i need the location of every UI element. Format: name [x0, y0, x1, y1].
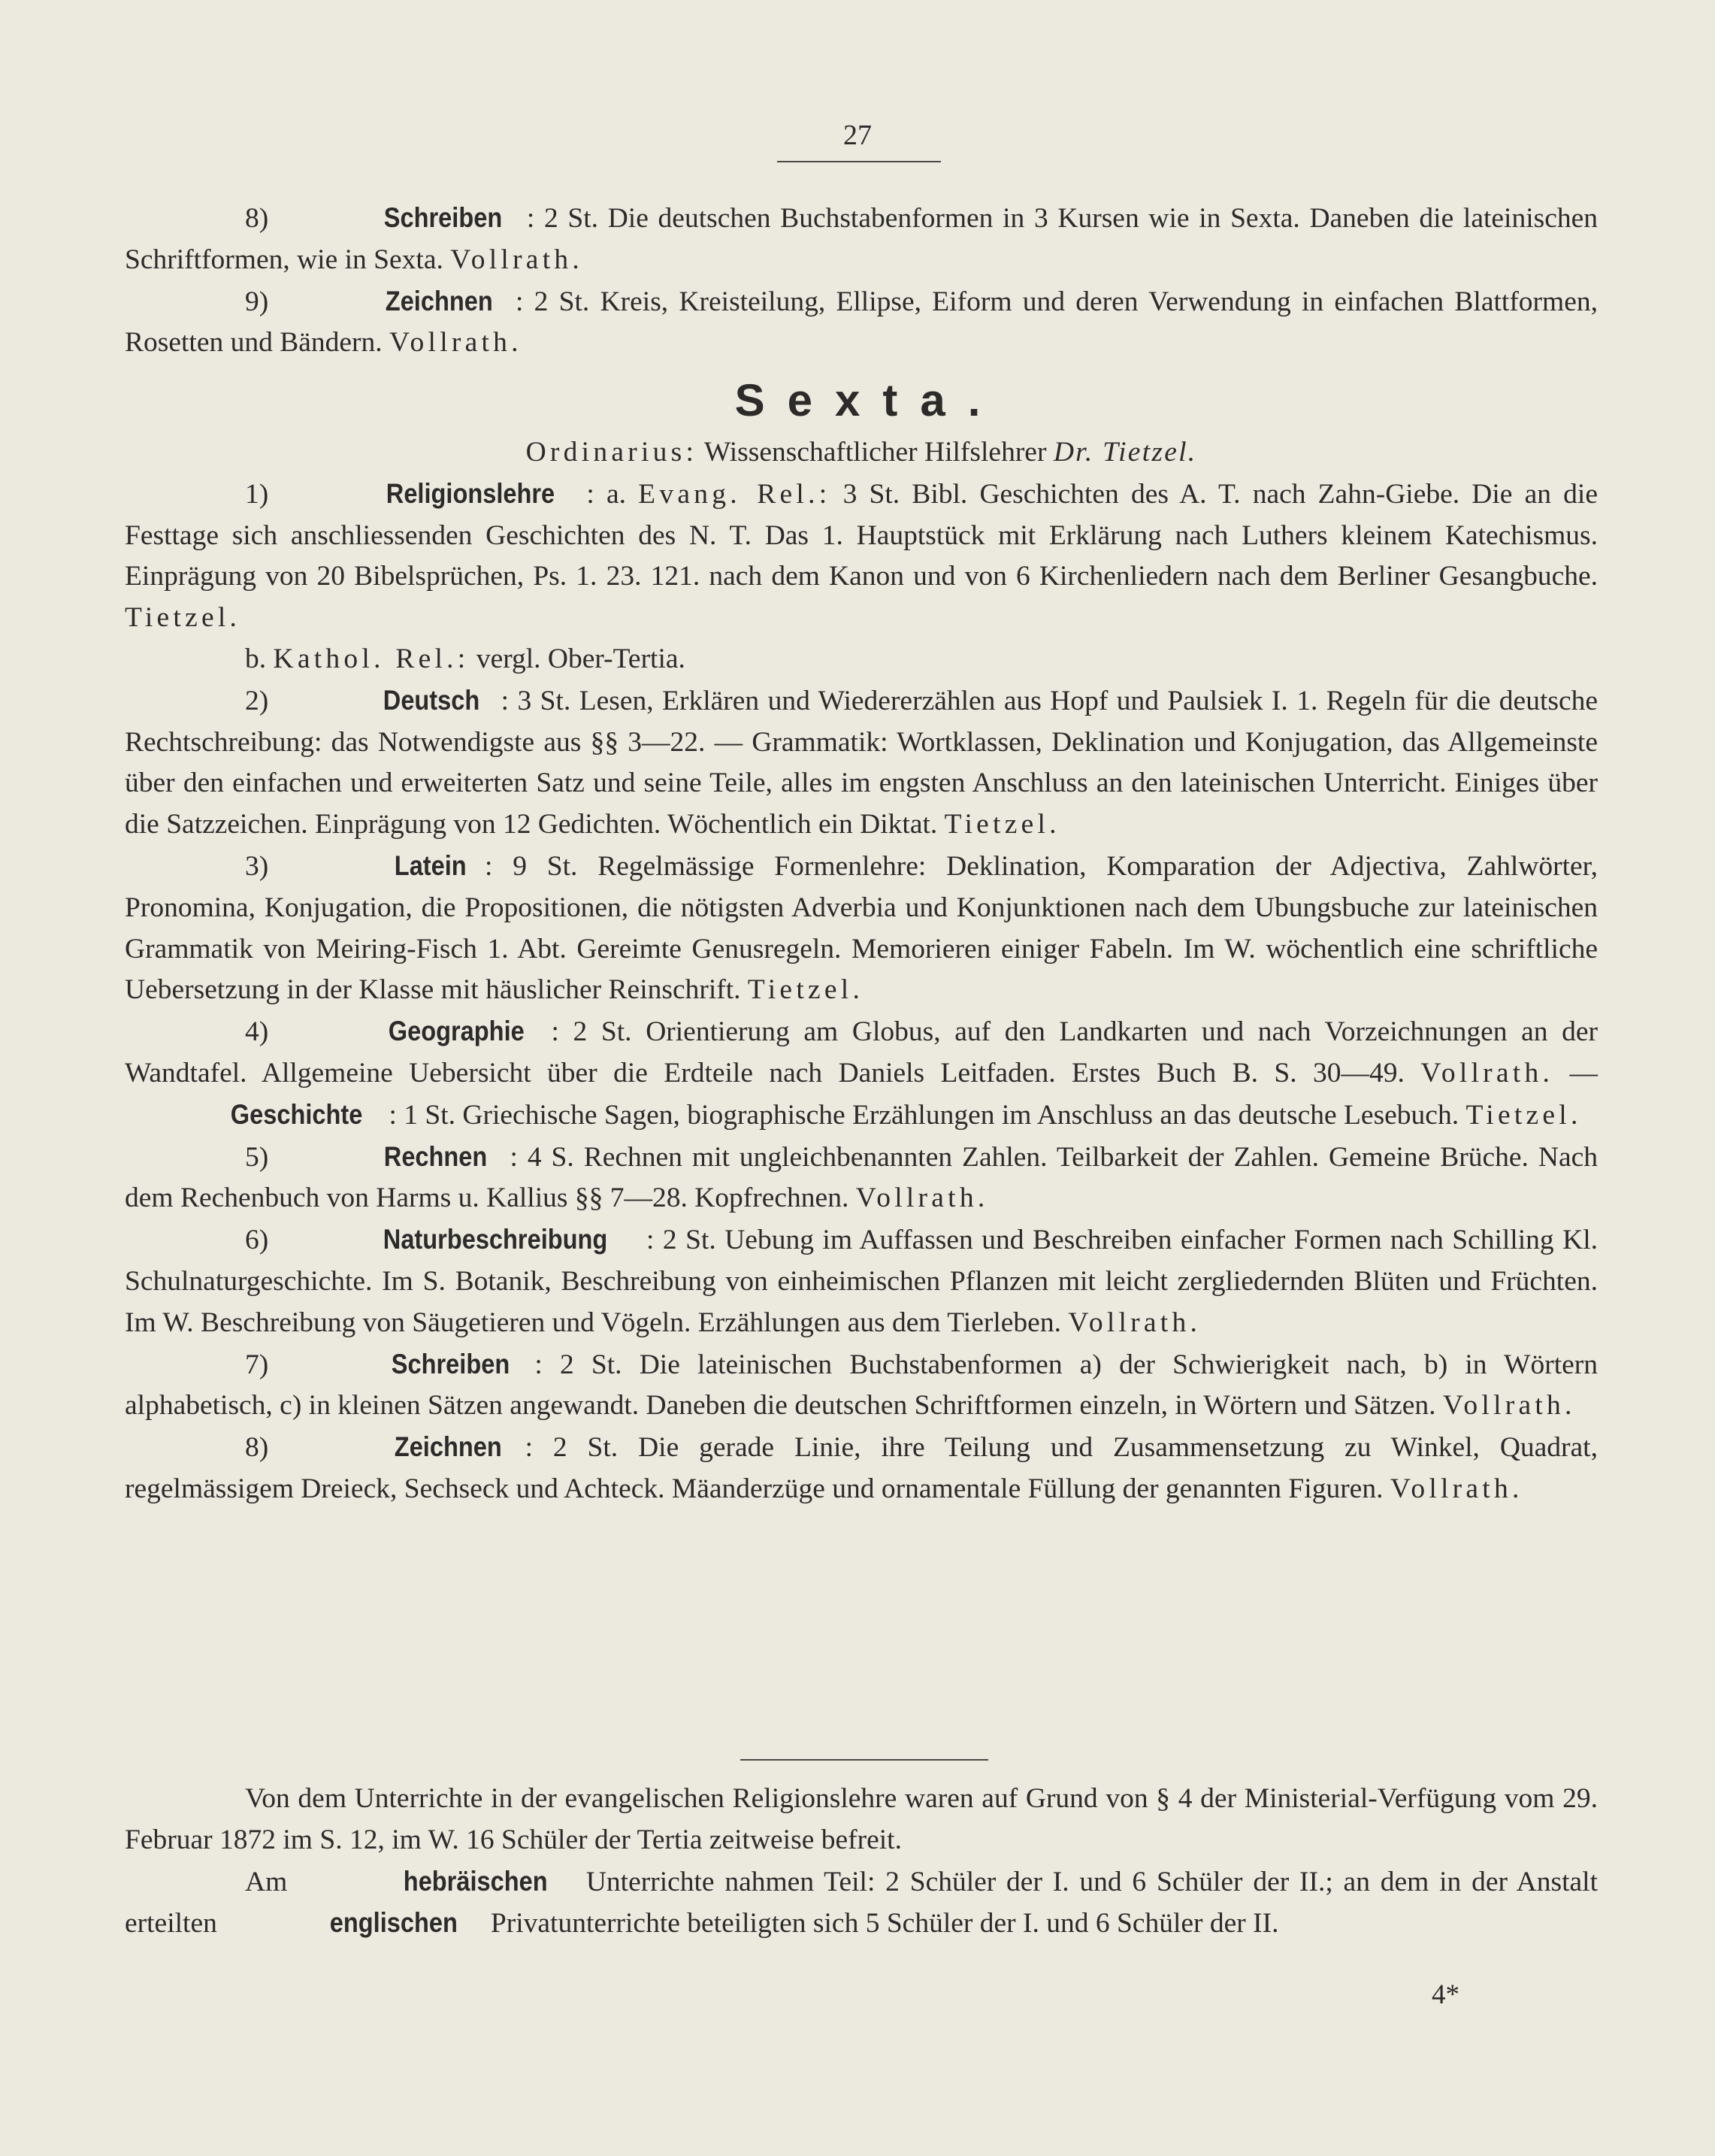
- paragraph: [125, 1861, 1598, 1946]
- header-rule: [777, 161, 941, 162]
- subject-heading: Zeichnen: [385, 285, 493, 316]
- paragraph-text: : 9 St. Regelmässige Formenlehre: Deklination, Komparation der Adjectiva, Zahlwörter, Pronomina, Konjugation, die Propositionen, die nötigsten Adverbia und Konjunktionen nach dem Ubungsbuche zur lateinischen Grammatik von Meiring-Fisch 1. Abt. Gereimte Genusregeln. Memorieren einiger Fabeln. Im W. wöchentlich eine schriftliche Uebersetzung in der Klasse mit häuslicher Reinschrift.: [125, 850, 1598, 1006]
- notes-section: [125, 1779, 1598, 1945]
- paragraph-text: : 2 St. Die gerade Linie, ihre Teilung und Zusammensetzung zu Winkel, Quadrat, regelmässigem Dreieck, Sechseck und Achteck. Mäanderzüge und ornamentale Füllung der genannten Figuren.: [125, 1432, 1598, 1504]
- ordinarius-line: [125, 432, 1598, 474]
- paragraph-text: Privatunterrichte beteiligten sich 5 Schüler der I. und 6 Schüler der II.: [483, 1908, 1279, 1939]
- item-number: 6): [245, 1225, 277, 1256]
- teacher-name: Evang. Rel.:: [638, 478, 831, 510]
- paragraph-text: vergl. Ober-Tertia.: [469, 643, 685, 674]
- paragraph-text: : 4 S. Rechnen mit ungleichbenannten Zahlen. Teilbarkeit der Zahlen. Gemeine Brüche. Nach dem Rechenbuch von Harms u. Kallius §§ 7—28. Kopfrechnen.: [125, 1141, 1598, 1214]
- teacher-name: Tietzel.: [944, 809, 1060, 840]
- subject-heading: Deutsch: [383, 684, 479, 716]
- item-number: 5): [245, 1141, 279, 1173]
- paragraph: [125, 846, 1598, 1011]
- paragraph: [125, 1219, 1598, 1343]
- item-number: 7): [245, 1349, 286, 1380]
- teacher-name: Vollrath.: [1442, 1390, 1576, 1422]
- item-number: 1): [245, 478, 281, 510]
- item-number: 8): [245, 1432, 289, 1464]
- teacher-name: Vollrath.: [1068, 1307, 1202, 1338]
- signature-mark: 4*: [1432, 1979, 1459, 2010]
- paragraph-text: : 2 St. Kreis, Kreisteilung, Ellipse, Eiform und deren Verwendung in einfachen Blattformen, Rosetten und Bändern.: [125, 286, 1598, 359]
- emphasis-heading: Geschichte: [230, 1098, 363, 1130]
- paragraph-text: Am: [245, 1866, 298, 1897]
- teacher-name: Vollrath.: [1390, 1473, 1523, 1504]
- teacher-name: Vollrath.: [1420, 1057, 1554, 1089]
- paragraph-text: b.: [245, 643, 274, 674]
- subject-heading: Latein: [394, 849, 467, 881]
- ordinarius-text: Wissenschaftlicher Hilfslehrer: [697, 437, 1054, 468]
- subject-heading: Religionslehre: [386, 477, 555, 509]
- section-title-text: Sexta: [734, 375, 968, 425]
- paragraph-text: Unterrichte nahmen Teil: 2 Schüler der I. und 6 Schüler der II.; an dem in der Anstalt erteilten: [125, 1866, 1598, 1939]
- paragraph: [125, 474, 1598, 639]
- paragraph: [125, 1344, 1598, 1428]
- teacher-name: Tietzel.: [1465, 1099, 1582, 1131]
- teacher-name: Vollrath.: [450, 244, 583, 275]
- paragraph-text: : 3 St. Lesen, Erklären und Wiedererzählen aus Hopf und Paulsiek I. 1. Regeln für die deutsche Rechtschreibung: das Notwendigste aus §§ 3—22. — Grammatik: Wortklassen, Deklination und Konjugation, das Allgemeinste über den einfachen und erweiterten Satz und seine Teile, alles im engsten Anschluss an den lateinischen Unterricht. Einiges über die Satzzeichen. Einprägung von 12 Gedichten. Wöchentlich ein Diktat.: [125, 685, 1598, 840]
- paragraph: [125, 1011, 1598, 1136]
- paragraph: [125, 1137, 1598, 1220]
- paragraph-text: —: [1553, 1057, 1598, 1089]
- teacher-name: Kathol. Rel.:: [273, 643, 470, 674]
- sexta-section: [125, 432, 1598, 1510]
- teacher-name: Tietzel.: [747, 974, 864, 1006]
- item-number: 2): [245, 685, 277, 716]
- paragraph-text: : 2 St. Die lateinischen Buchstabenformen a) der Schwierigkeit nach, b) in Wörtern alphabetisch, c) in kleinen Sätzen angewandt. Daneben die deutschen Schriftformen einzeln, in Wörtern und Sätzen.: [125, 1349, 1598, 1422]
- subject-heading: Naturbeschreibung: [383, 1224, 608, 1255]
- subject-heading: Geographie: [388, 1016, 525, 1047]
- paragraph-text: : 1 St. Griechische Sagen, biographische Erzählungen im Anschluss an das deutsche Lesebuch.: [389, 1099, 1466, 1131]
- section-title-dot: .: [967, 375, 981, 425]
- subject-heading: Zeichnen: [394, 1431, 502, 1463]
- ordinarius-name: Dr. Tietzel.: [1053, 437, 1197, 468]
- emphasis-heading: englischen: [330, 1907, 458, 1939]
- sexta-paragraphs: [125, 474, 1598, 1510]
- ordinarius-label: Ordinarius:: [525, 437, 698, 468]
- paragraph: [125, 1779, 1598, 1861]
- paragraph: [125, 198, 1598, 281]
- section-title: [0, 374, 1715, 426]
- section-divider: [740, 1759, 988, 1761]
- subject-heading: Schreiben: [392, 1348, 510, 1379]
- paragraph-text: 3 St. Bibl. Geschichten des A. T. nach Zahn-Giebe. Die an die Festtage sich anschliessenden Geschichten des N. T. Das 1. Hauptstück mit Erklärung nach Luthers kleinem Katechismus. Einprägung von 20 Bibelsprüchen, Ps. 1. 23. 121. nach dem Kanon und von 6 Kirchenliedern nach dem Berliner Gesangbuche.: [125, 478, 1598, 592]
- emphasis-heading: hebräischen: [403, 1865, 548, 1897]
- item-number: 3): [245, 850, 289, 882]
- previous-class-section: [125, 198, 1598, 364]
- paragraph: [125, 639, 1598, 680]
- paragraph: [125, 680, 1598, 846]
- subject-heading: Rechnen: [384, 1140, 488, 1172]
- paragraph-text: : 2 St. Die deutschen Buchstabenformen in 3 Kursen wie in Sexta. Daneben die lateinischen Schriftformen, wie in Sexta.: [125, 203, 1598, 275]
- item-number: 8): [245, 203, 278, 234]
- paragraph: [125, 1427, 1598, 1510]
- page-number: 27: [843, 120, 872, 151]
- teacher-name: Vollrath.: [855, 1182, 989, 1214]
- paragraph: [125, 281, 1598, 365]
- paragraph-text: : 2 St. Uebung im Auffassen und Beschreiben einfacher Formen nach Schilling Kl. Schulnaturgeschichte. Im S. Botanik, Beschreibung von einheimischen Pflanzen mit leicht zergliedernden Blüten und Früchten. Im W. Beschreibung von Säugetieren und Vögeln. Erzählungen aus dem Tierleben.: [125, 1225, 1598, 1338]
- subject-heading: Schreiben: [383, 202, 503, 233]
- teacher-name: Vollrath.: [389, 327, 522, 359]
- paragraph-text: Von dem Unterrichte in der evangelischen Religionslehre waren auf Grund von § 4 der Ministerial-Verfügung vom 29. Februar 1872 im S. 12, im W. 16 Schüler der Tertia zeitweise befreit.: [125, 1783, 1598, 1855]
- paragraph-text: : 2 St. Orientierung am Globus, auf den Landkarten und nach Vorzeichnungen an der Wandtafel. Allgemeine Uebersicht über die Erdteile nach Daniels Leitfaden. Erstes Buch B. S. 30—49.: [125, 1016, 1598, 1089]
- item-number: 4): [245, 1016, 283, 1048]
- teacher-name: Tietzel.: [125, 602, 241, 634]
- paragraph-text: : a.: [586, 478, 639, 510]
- item-number: 9): [245, 286, 280, 317]
